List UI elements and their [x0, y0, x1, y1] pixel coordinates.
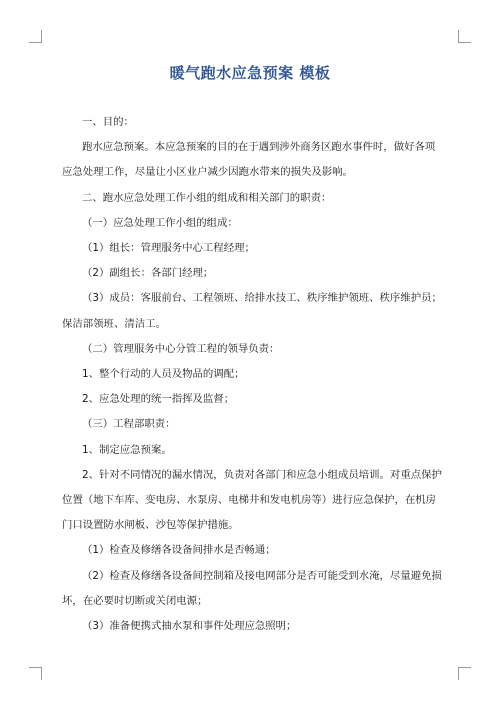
paragraph: （1）组长：管理服务中心工程经理； [82, 242, 255, 255]
crop-mark-top-right [458, 30, 471, 43]
paragraph: 跑水应急预案。本应急预案的目的在于遇到涉外商务区跑水事件时，做好各项应急处理工作，尽量让小区业户减少因跑水带来的损失及影响。 [62, 141, 436, 179]
crop-mark-bottom-right [458, 667, 471, 680]
paragraph: 2、针对不同情况的漏水情况，负责对各部门和应急小组成员培训。对重点保护位置（地下车库、变电房、水泵房、电梯井和发电机房等）进行应急保护，在机房门口设置防水闸板、沙包等保护措施。 [62, 468, 442, 532]
paragraph: （3）准备便携式抽水泵和事件处理应急照明； [82, 620, 297, 633]
paragraph: （一）应急处理工作小组的组成： [82, 216, 238, 229]
paragraph: 1、制定应急预案。 [82, 443, 172, 456]
paragraph: （1）检查及修缮各设备间排水是否畅通； [82, 544, 276, 557]
paragraph: 一、目的： [82, 116, 134, 128]
paragraph: 二、跑水应急处理工作小组的组成和相关部门的职责： [82, 191, 332, 204]
paragraph: （二）管理服务中心分管工程的领导负责： [82, 342, 280, 355]
document-body [62, 110, 444, 639]
paragraph: （3）成员：客服前台、工程领班、给排水技工、秩序维护领班、秩序维护员；保洁部领班、清洁工。 [62, 292, 442, 330]
paragraph: 1、整个行动的人员及物品的调配； [82, 368, 245, 381]
paragraph: 2、应急处理的统一指挥及监督； [82, 393, 235, 406]
document-title: 暖气跑水应急预案 模板 [169, 64, 331, 82]
crop-mark-top-left [29, 30, 42, 43]
paragraph: （2）副组长：各部门经理； [82, 267, 214, 280]
paragraph: （2）检查及修缮各设备间控制箱及接电网部分是否可能受到水淹，尽量避免损坏，在必要时切断或关闭电源； [62, 569, 442, 607]
paragraph: （三）工程部职责： [82, 418, 176, 431]
crop-mark-bottom-left [29, 667, 42, 680]
